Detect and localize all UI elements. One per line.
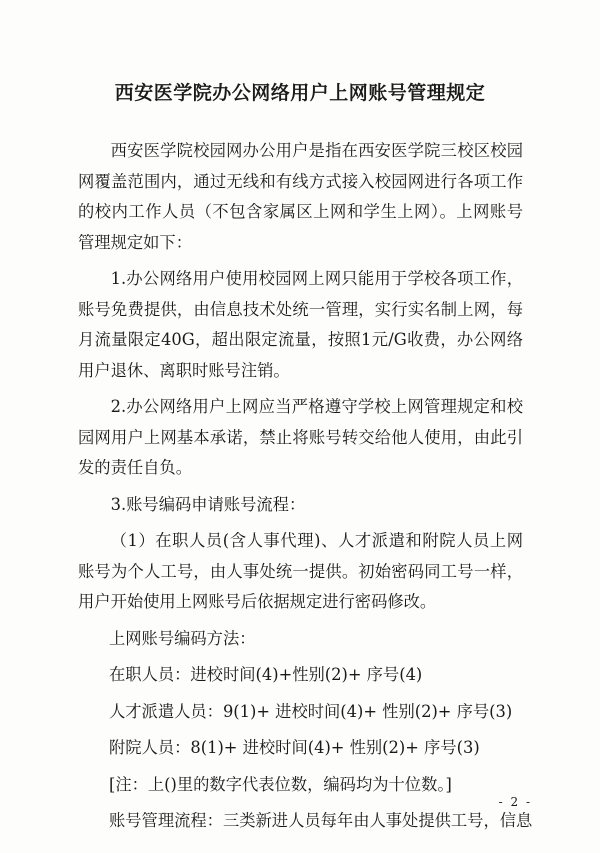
paragraph-rule-3-heading: 3.账号编码申请账号流程： <box>110 494 306 514</box>
paragraph-rule-3-item-1: （1）在职人员(含人事代理)、人才派遣和附院人员上网账号为个人工号，由人事处统一提供。初始密码同工号一样，用户开始使用上网账号后依据规定进行密码修改。 <box>78 531 523 611</box>
encoding-staff: 在职人员：进校时间(4)+性别(2)+ 序号(4) <box>108 665 423 684</box>
encoding-dispatched: 人才派遣人员：9(1)+ 进校时间(4)+ 性别(2)+ 序号(3) <box>108 701 513 721</box>
document-body <box>78 136 533 843</box>
page-number: - 2 - <box>498 795 532 809</box>
paragraph-rule-1: 1.办公网络用户使用校园网上网只能用于学校各项工作，账号免费提供，由信息技术处统一管理，实行实名制上网，每月流量限定40G，超出限定流量，按照1元/G收费，办公网络用户退休、离职时账号注销。 <box>78 269 523 380</box>
paragraph-rule-2: 2.办公网络用户上网应当严格遵守学校上网管理规定和校园网用户上网基本承诺，禁止将账号转交给他人使用，由此引发的责任自负。 <box>78 397 523 477</box>
encoding-note: [注：上()里的数字代表位数，编码均为十位数。] <box>108 774 452 794</box>
encoding-method-heading: 上网账号编码方法： <box>108 628 256 648</box>
account-management-process: 账号管理流程：三类新进人员每年由人事处提供工号，信息 <box>108 811 533 830</box>
paragraph-intro: 西安医学院校园网办公用户是指在西安医学院三校区校园网覆盖范围内，通过无线和有线方式接入校园网进行各项工作的校内工作人员（不包含家属区上网和学生上网）。上网账号管理规定如下： <box>78 141 523 252</box>
document-title: 西安医学院办公网络用户上网账号管理规定 <box>114 82 486 104</box>
encoding-affiliated: 附院人员：8(1)+ 进校时间(4)+ 性别(2)+ 序号(3) <box>108 738 480 757</box>
